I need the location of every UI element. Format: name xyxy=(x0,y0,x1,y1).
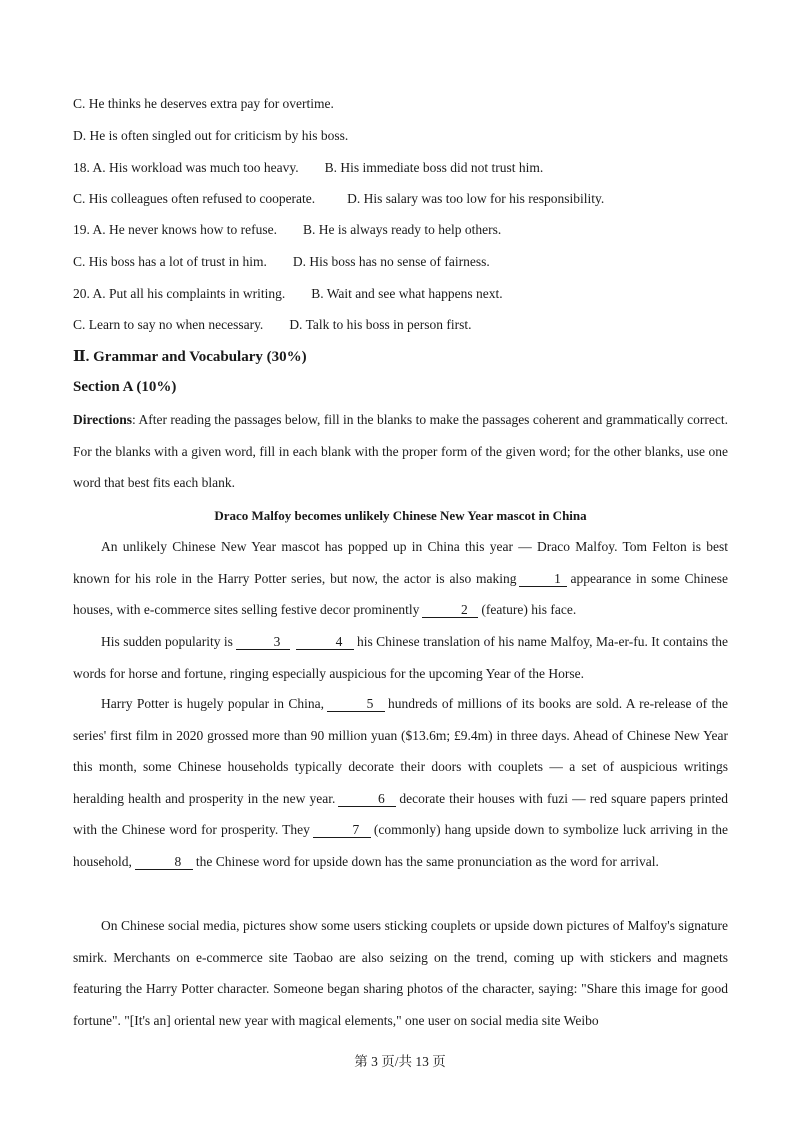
option-line xyxy=(73,191,604,207)
passage-text: appearance in some Chinese houses, with e-commerce sites selling festive decor prominently xyxy=(73,570,728,617)
directions-text: : After reading the passages below, fill in the blanks to make the passages coherent and grammatically correct. For the blanks with a given word, fill in each blank with the proper form of the given word; for the other blanks, use one word that best fits each blank. xyxy=(73,412,728,490)
option-text: C. Learn to say no when necessary. xyxy=(73,317,264,332)
directions xyxy=(73,404,728,499)
blank-4[interactable]: 4 xyxy=(296,634,354,650)
passage-paragraph-1 xyxy=(73,531,728,626)
passage-paragraph-4 xyxy=(73,910,728,1036)
passage-text: the Chinese word for upside down has the same pronunciation as the word for arrival. xyxy=(195,853,659,869)
option-text: C. His boss has a lot of trust in him. xyxy=(73,254,267,269)
blank-2[interactable]: 2 xyxy=(422,602,478,618)
passage-paragraph-3 xyxy=(73,688,728,877)
option-text: C. He thinks he deserves extra pay for overtime. xyxy=(73,96,334,111)
passage-text: decorate their houses with fuzi — red square papers printed with the Chinese word for prosperity. They xyxy=(73,790,728,837)
passage-text: Harry Potter is hugely popular in China, xyxy=(101,696,324,711)
option-line xyxy=(73,96,334,112)
passage-text: An unlikely Chinese New Year mascot has popped up in China this year — Draco Malfoy. Tom Felton is best known for his role in the Harry Potter series, but now, the actor is also making xyxy=(73,539,728,586)
option-line xyxy=(73,128,348,144)
option-text: 19. A. He never knows how to refuse. xyxy=(73,222,277,237)
option-line xyxy=(73,317,472,333)
blank-3[interactable]: 3 xyxy=(236,634,290,650)
option-text: D. He is often singled out for criticism by his boss. xyxy=(73,128,349,143)
blank-6[interactable]: 6 xyxy=(338,791,396,807)
option-text: D. His boss has no sense of fairness. xyxy=(292,254,490,269)
passage-text: hundreds of millions of its books are sold. A re-release of the series' first film in 2020 grossed more than 90 million yuan ($13.6m; £9.4m) in three days. Ahead of Chinese New Year this month, some Chinese households typically decorate their doors with couplets — a set of auspicious writings heralding health and prosperity in the new year. xyxy=(73,696,728,806)
option-line xyxy=(73,254,490,270)
blank-7[interactable]: 7 xyxy=(313,822,371,838)
option-text: 18. A. His workload was much too heavy. xyxy=(73,160,299,175)
option-text: B. His immediate boss did not trust him. xyxy=(324,160,544,175)
option-text: B. Wait and see what happens next. xyxy=(311,286,503,301)
passage-text: his Chinese translation of his name Malfoy, Ma-er-fu. It contains the words for horse and fortune, ringing especially auspicious for the upcoming Year of the Horse. xyxy=(73,634,728,681)
blank-5[interactable]: 5 xyxy=(327,696,385,712)
page-number-footer: 第 3 页/共 13 页 xyxy=(354,1054,446,1069)
option-text: D. His salary was too low for his responsibility. xyxy=(347,191,605,206)
directions-label: Directions xyxy=(73,412,132,427)
section-heading: Section A (10%) xyxy=(73,379,177,395)
option-line xyxy=(73,222,501,238)
passage-text: (feature) his face. xyxy=(481,602,577,617)
passage-title: Draco Malfoy becomes unlikely Chinese New Year mascot in China xyxy=(214,508,587,523)
passage-paragraph-2 xyxy=(73,626,728,689)
passage-text: On Chinese social media, pictures show some users sticking couplets or upside down pictures of Malfoy's signature smirk. Merchants on e-commerce site Taobao are also seizing on the trend, coming up with stickers and magnets featuring the Harry Potter character. Someone began sharing photos of the character, saying: "Share this image for good fortune". "[It's an] oriental new year with magical elements," one user on social media site Weibo xyxy=(73,918,728,1028)
part-heading: Ⅱ. Grammar and Vocabulary (30%) xyxy=(73,349,307,365)
option-text: C. His colleagues often refused to cooperate. xyxy=(73,191,316,206)
option-text: D. Talk to his boss in person first. xyxy=(289,317,472,332)
option-line xyxy=(73,286,503,302)
passage-text: His sudden popularity is xyxy=(101,634,233,649)
option-text: 20. A. Put all his complaints in writing. xyxy=(73,286,286,301)
blank-1[interactable]: 1 xyxy=(519,571,567,587)
passage-text: (commonly) hang upside down to symbolize luck arriving in the household, xyxy=(73,822,729,869)
option-line xyxy=(73,160,543,176)
option-text: B. He is always ready to help others. xyxy=(302,222,502,237)
blank-8[interactable]: 8 xyxy=(135,854,193,870)
